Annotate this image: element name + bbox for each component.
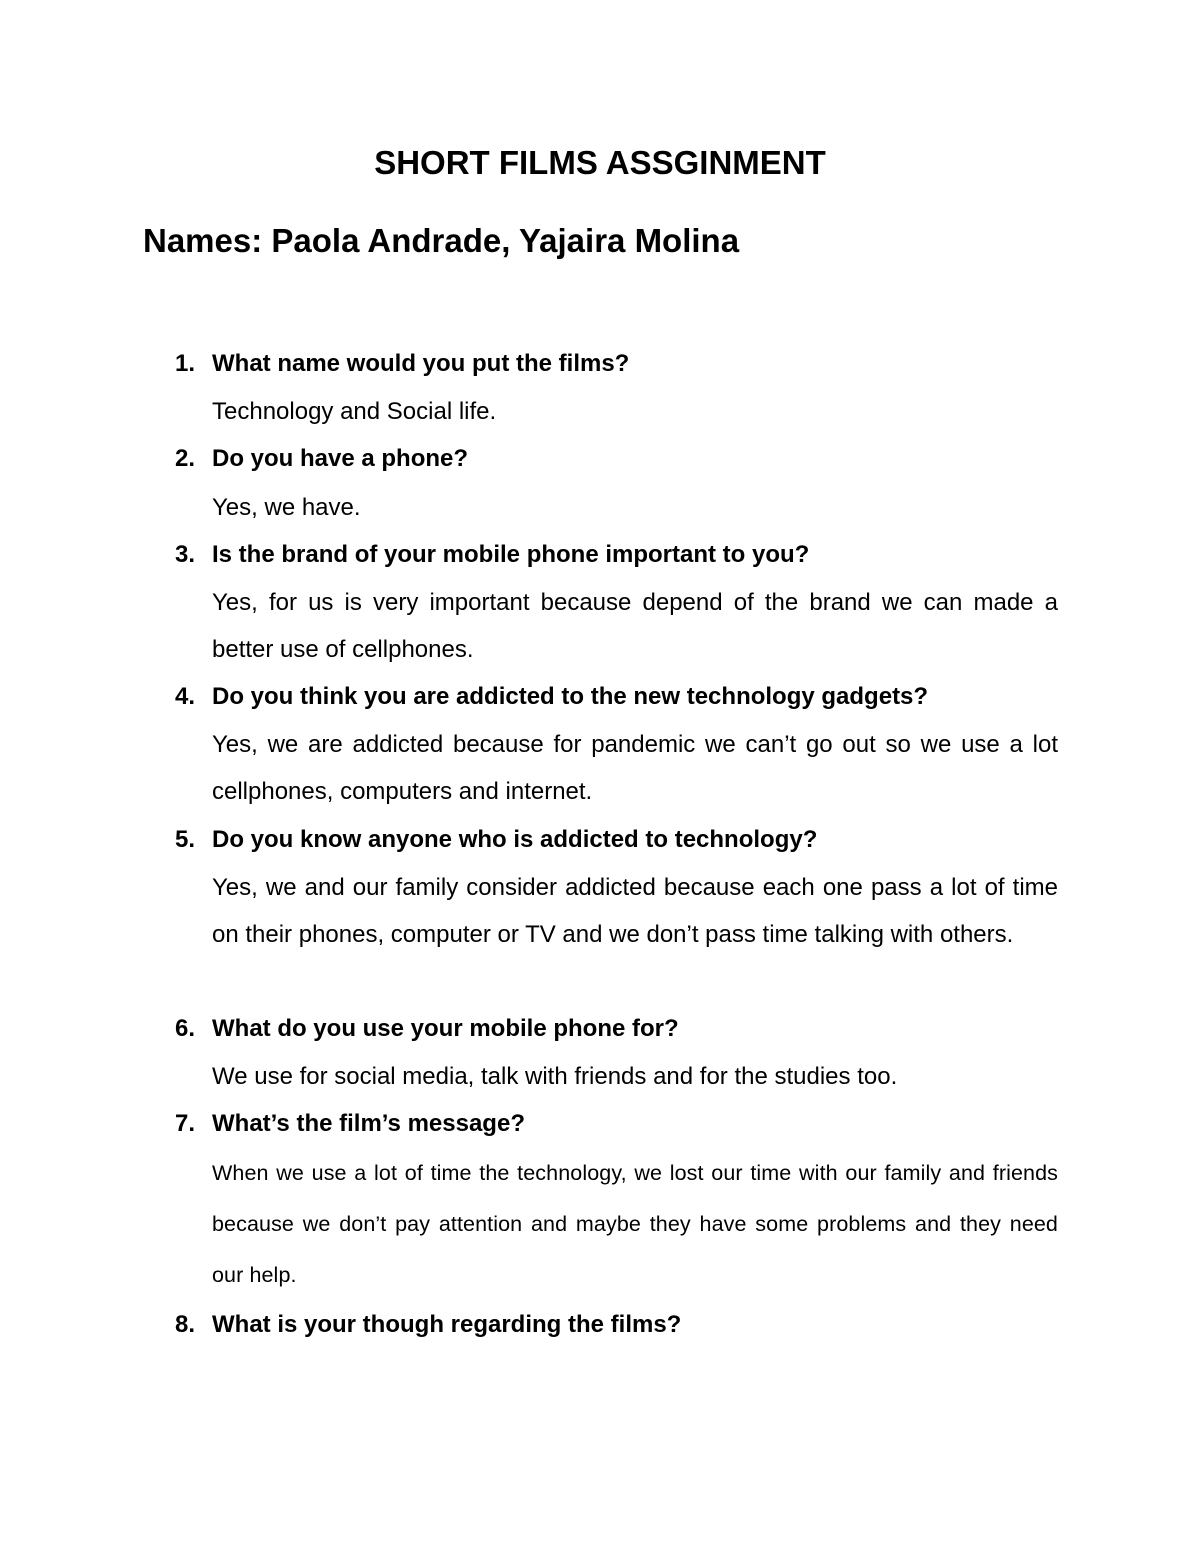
question-item: [175, 825, 1075, 855]
question-number: 8.: [175, 1311, 196, 1338]
answer-text: When we use a lot of time the technology, we lost our time with our family and friends because we don’t pay attention and maybe they have some problems and they need our help.: [212, 1161, 1058, 1287]
answer-text: Technology and Social life.: [212, 398, 497, 425]
question-text: Do you know anyone who is addicted to technology?: [212, 826, 818, 853]
document-title: SHORT FILMS ASSGINMENT: [374, 144, 826, 181]
question-item: [175, 444, 1075, 474]
question-number: 6.: [175, 1015, 196, 1042]
answer-text: Yes, for us is very important because depend of the brand we can made a better use of cellphones.: [212, 589, 1058, 663]
question-text: Do you have a phone?: [212, 445, 469, 472]
question-item: [175, 1109, 1075, 1139]
question-item: [175, 1014, 1075, 1044]
question-number: 5.: [175, 826, 196, 853]
answer-text: Yes, we and our family consider addicted because each one pass a lot of time on their phones, computer or TV and we don’t pass time talking with others.: [212, 874, 1058, 948]
question-item: [175, 349, 1075, 379]
question-text: What do you use your mobile phone for?: [212, 1015, 679, 1042]
student-names: Names: Paola Andrade, Yajaira Molina: [143, 222, 740, 259]
answer-text: Yes, we have.: [212, 494, 361, 521]
answer-text: We use for social media, talk with friends and for the studies too.: [212, 1063, 898, 1090]
answer-text: Yes, we are addicted because for pandemic we can’t go out so we use a lot cellphones, computers and internet.: [212, 731, 1058, 805]
question-text: What name would you put the films?: [212, 350, 630, 377]
question-item: [175, 1310, 1075, 1340]
question-number: 7.: [175, 1110, 196, 1137]
question-text: What is your though regarding the films?: [212, 1311, 682, 1338]
question-text: Do you think you are addicted to the new technology gadgets?: [212, 683, 929, 710]
question-number: 2.: [175, 445, 196, 472]
question-number: 3.: [175, 541, 196, 568]
question-text: What’s the film’s message?: [212, 1110, 525, 1137]
question-text: Is the brand of your mobile phone important to you?: [212, 541, 810, 568]
question-number: 1.: [175, 350, 196, 377]
question-number: 4.: [175, 683, 196, 710]
question-item: [175, 682, 1075, 712]
question-item: [175, 540, 1075, 570]
